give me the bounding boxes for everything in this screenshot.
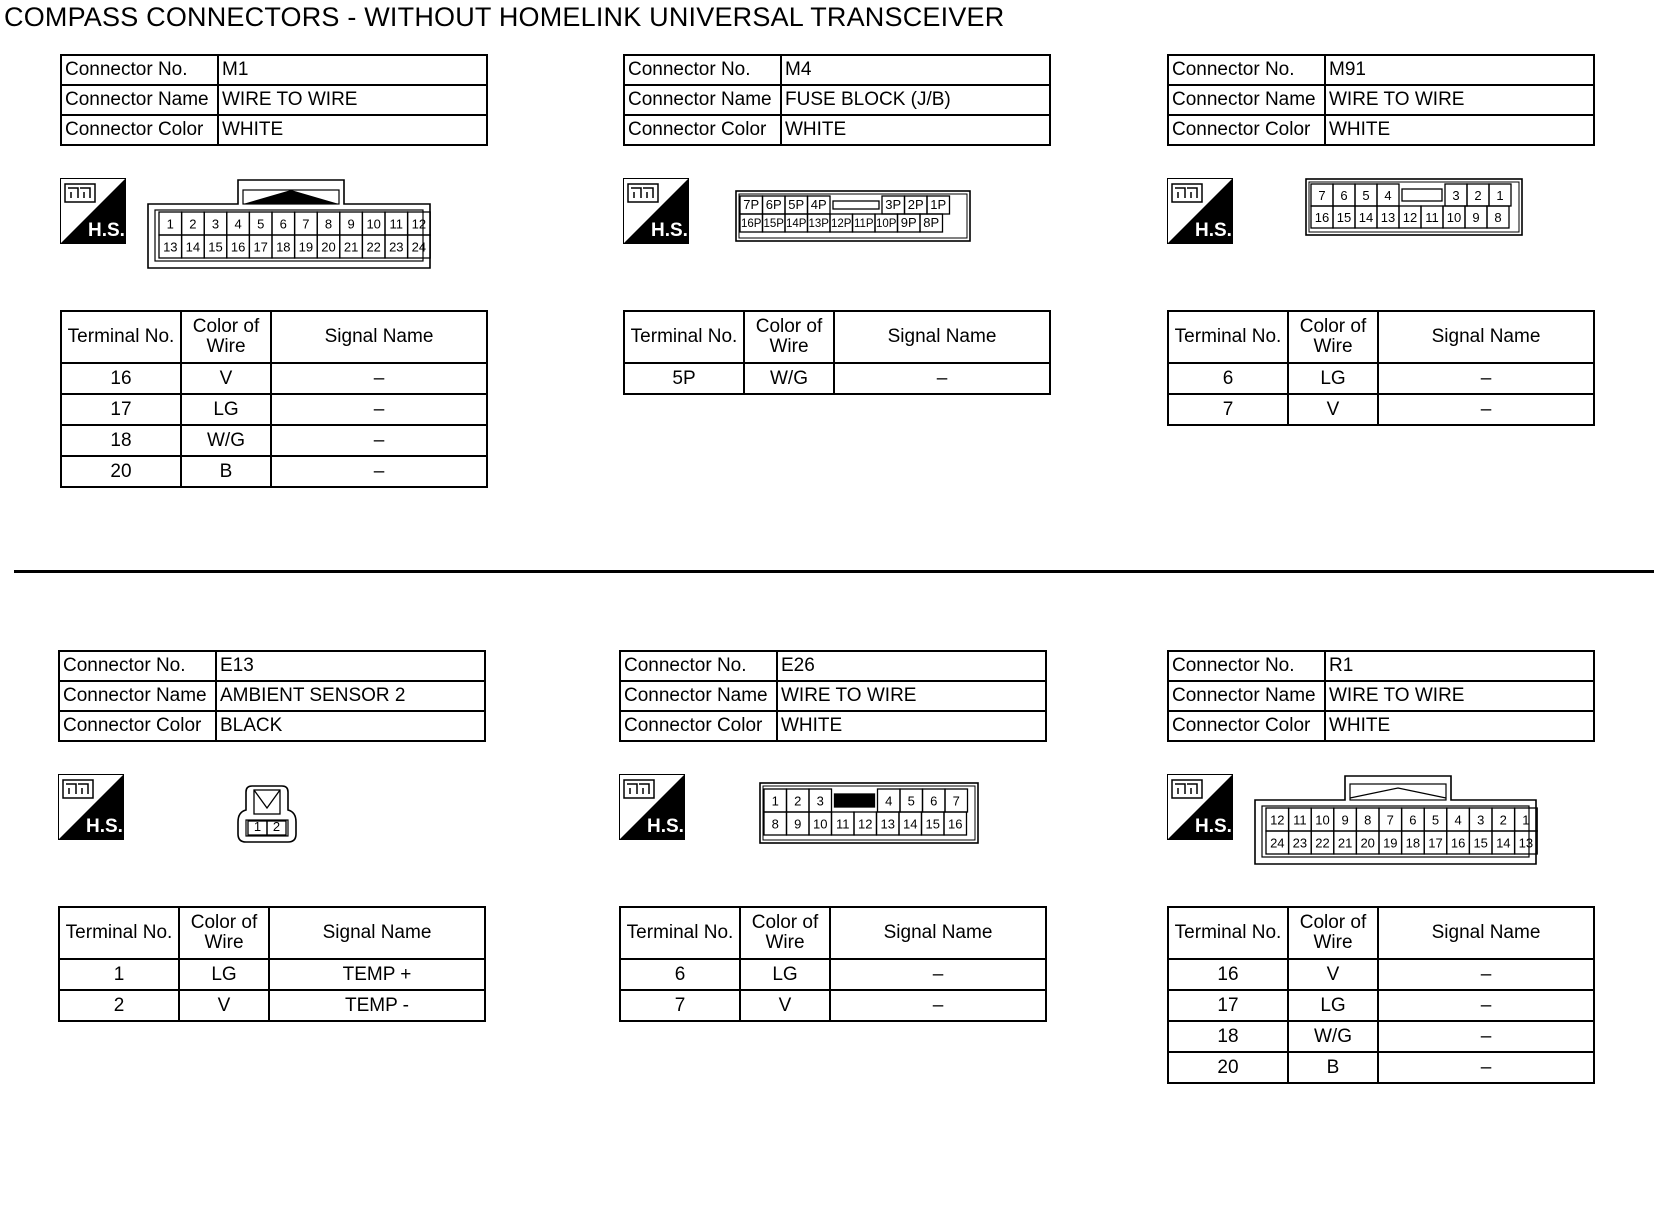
connector-info-table — [623, 54, 1051, 146]
terminal-row — [620, 959, 1046, 990]
terminal-no-cell: 1 — [59, 959, 179, 990]
hs-label: H.S. — [86, 816, 123, 837]
hs-label: H.S. — [1195, 816, 1232, 837]
connector-color-value: WHITE — [1325, 115, 1594, 145]
color-of-wire-header: Color of Wire — [744, 311, 834, 363]
hs-badge — [1167, 178, 1233, 244]
pin-number: 2P — [907, 196, 924, 212]
terminal-table — [60, 310, 488, 488]
signal-name-cell: – — [271, 425, 487, 456]
connector-color-label: Connector Color — [624, 115, 781, 145]
connector-key — [833, 201, 879, 209]
pin-number: 10P — [876, 217, 897, 230]
connector-no-value: E13 — [216, 651, 485, 681]
pin-number: 13 — [1380, 209, 1396, 225]
terminal-header-row — [61, 311, 487, 363]
terminal-no-cell: 18 — [1168, 1021, 1288, 1052]
terminal-header-row — [620, 907, 1046, 959]
wire-color-cell: V — [1288, 394, 1378, 425]
hs-harness-side-icon — [1167, 774, 1233, 840]
connector-no-value: M91 — [1325, 55, 1594, 85]
connector-block-m4 — [623, 54, 1063, 494]
signal-name-cell: TEMP + — [269, 959, 485, 990]
connector-name-value: WIRE TO WIRE — [777, 681, 1046, 711]
terminal-row — [59, 990, 485, 1021]
terminal-row — [61, 394, 487, 425]
connector-name-label: Connector Name — [624, 85, 781, 115]
wire-color-cell: B — [1288, 1052, 1378, 1083]
color-of-wire-header: Color of Wire — [1288, 311, 1378, 363]
hs-harness-side-icon — [619, 774, 685, 840]
terminal-row — [1168, 394, 1594, 425]
pin-number: 21 — [1337, 835, 1353, 851]
terminal-row — [624, 363, 1050, 394]
connector-color-value: BLACK — [216, 711, 485, 741]
terminal-table — [58, 906, 486, 1022]
signal-name-cell: – — [1378, 959, 1594, 990]
pin-number: 10 — [366, 216, 381, 232]
pin-number: 14 — [903, 816, 918, 832]
signal-name-cell: TEMP - — [269, 990, 485, 1021]
pin-number: 1 — [771, 793, 779, 809]
pin-number: 9 — [347, 216, 355, 232]
wire-color-cell: V — [1288, 959, 1378, 990]
pin-number: 6 — [1340, 187, 1348, 203]
pin-number: 11 — [389, 216, 404, 232]
pin-number: 18 — [276, 239, 291, 255]
hs-harness-side-icon — [623, 178, 689, 244]
hs-harness-side-icon — [1167, 178, 1233, 244]
connector-color-value: WHITE — [218, 115, 487, 145]
terminal-row — [61, 425, 487, 456]
pin-number: 12 — [411, 216, 427, 232]
pin-number: 9 — [794, 816, 802, 832]
signal-name-cell: – — [271, 363, 487, 394]
info-row — [1168, 115, 1594, 145]
terminal-table — [1167, 310, 1595, 426]
pin-number: 2 — [189, 216, 197, 232]
connector-block-r1 — [1167, 650, 1607, 1090]
connector-block-m1 — [60, 54, 500, 494]
pin-number: 20 — [321, 239, 336, 255]
pin-number: 8 — [1494, 209, 1502, 225]
connector-color-value: WHITE — [777, 711, 1046, 741]
pin-number: 7 — [302, 216, 310, 232]
pin-number: 10 — [813, 816, 828, 832]
pin-number: 19 — [298, 239, 314, 255]
connector-face-diagram — [1253, 774, 1538, 871]
terminal-row — [1168, 1052, 1594, 1083]
section-divider — [14, 570, 1654, 573]
pin-number: 12 — [1270, 812, 1285, 828]
pin-number: 11 — [1425, 209, 1439, 225]
wire-color-cell: LG — [740, 959, 830, 990]
pin-number: 5 — [907, 793, 915, 809]
terminal-row — [1168, 363, 1594, 394]
pin-number: 23 — [1292, 835, 1308, 851]
terminal-row — [620, 990, 1046, 1021]
pin-number: 3 — [1477, 812, 1485, 828]
info-row — [59, 711, 485, 741]
terminal-no-cell: 20 — [61, 456, 181, 487]
connector-face-diagram — [146, 178, 432, 275]
pin-number: 9 — [1472, 209, 1480, 225]
connector-color-label: Connector Color — [59, 711, 216, 741]
pin-number: 15P — [763, 217, 784, 230]
terminal-row — [1168, 990, 1594, 1021]
wire-color-cell: B — [181, 456, 271, 487]
connector-name-value: WIRE TO WIRE — [218, 85, 487, 115]
info-row — [620, 711, 1046, 741]
terminal-no-cell: 16 — [1168, 959, 1288, 990]
pin-number: 10 — [1446, 209, 1462, 225]
hs-badge — [623, 178, 689, 244]
terminal-no-header: Terminal No. — [61, 311, 181, 363]
connector-face-diagram — [1305, 178, 1523, 241]
pin-number: 6 — [279, 216, 287, 232]
signal-name-cell: – — [271, 394, 487, 425]
terminal-no-cell: 17 — [1168, 990, 1288, 1021]
terminal-row — [61, 456, 487, 487]
info-row — [624, 55, 1050, 85]
pin-number: 4 — [234, 216, 242, 232]
hs-badge — [619, 774, 685, 840]
signal-name-cell: – — [1378, 363, 1594, 394]
connector-no-label: Connector No. — [59, 651, 216, 681]
pin-number: 3P — [885, 196, 902, 212]
connector-block-m91 — [1167, 54, 1607, 494]
terminal-no-header: Terminal No. — [620, 907, 740, 959]
terminal-row — [1168, 959, 1594, 990]
terminal-no-cell: 18 — [61, 425, 181, 456]
connector-no-label: Connector No. — [620, 651, 777, 681]
signal-name-cell: – — [1378, 394, 1594, 425]
terminal-no-cell: 6 — [1168, 363, 1288, 394]
pin-number: 7P — [743, 196, 760, 212]
wire-color-cell: V — [179, 990, 269, 1021]
signal-name-cell: – — [834, 363, 1050, 394]
connector-key — [1402, 189, 1442, 201]
pin-number: 15 — [1473, 835, 1488, 851]
pin-number: 16 — [1450, 835, 1466, 851]
hs-label: H.S. — [88, 220, 125, 241]
wire-color-cell: LG — [1288, 363, 1378, 394]
pin-number: 16 — [1314, 209, 1330, 225]
pin-number: 11 — [1293, 812, 1307, 828]
pin-number: 7 — [1386, 812, 1394, 828]
terminal-no-header: Terminal No. — [1168, 311, 1288, 363]
connector-no-value: R1 — [1325, 651, 1594, 681]
signal-name-cell: – — [271, 456, 487, 487]
wire-color-cell: V — [740, 990, 830, 1021]
pin-number: 5 — [1431, 812, 1440, 828]
pin-number: 24 — [1270, 835, 1285, 851]
connector-no-label: Connector No. — [1168, 55, 1325, 85]
terminal-header-row — [1168, 311, 1594, 363]
pin-number: 20 — [1360, 835, 1375, 851]
signal-name-header: Signal Name — [834, 311, 1050, 363]
pin-number: 3 — [211, 216, 220, 232]
pin-number: 8P — [923, 214, 940, 230]
info-row — [620, 651, 1046, 681]
hs-badge — [60, 178, 126, 244]
pin-number: 14 — [1358, 209, 1374, 225]
pin-number: 1 — [166, 216, 174, 232]
hs-harness-side-icon — [60, 178, 126, 244]
terminal-table — [623, 310, 1051, 395]
pin-number: 15 — [1336, 209, 1352, 225]
pin-number: 12P — [831, 217, 852, 230]
terminal-no-cell: 16 — [61, 363, 181, 394]
pin-number: 13 — [1518, 835, 1534, 851]
info-row — [61, 115, 487, 145]
terminal-no-header: Terminal No. — [59, 907, 179, 959]
pin-number: 4 — [1454, 812, 1462, 828]
pin-number: 2 — [1499, 812, 1507, 828]
pin-number: 3 — [1452, 187, 1460, 203]
info-row — [1168, 651, 1594, 681]
info-row — [620, 681, 1046, 711]
connector-color-value: WHITE — [1325, 711, 1594, 741]
connector-color-label: Connector Color — [1168, 711, 1325, 741]
pin-number: 21 — [343, 239, 359, 255]
pin-number: 16P — [741, 217, 762, 230]
connector-name-label: Connector Name — [59, 681, 216, 711]
wire-color-cell: W/G — [744, 363, 834, 394]
connector-name-value: WIRE TO WIRE — [1325, 681, 1594, 711]
pin-number: 24 — [411, 239, 427, 255]
wire-color-cell: LG — [179, 959, 269, 990]
pin-number: 5 — [257, 216, 265, 232]
pin-number: 4P — [810, 196, 827, 212]
connector-color-label: Connector Color — [620, 711, 777, 741]
connector-no-label: Connector No. — [624, 55, 781, 85]
connector-info-table — [619, 650, 1047, 742]
signal-name-header: Signal Name — [1378, 907, 1594, 959]
info-row — [59, 681, 485, 711]
connector-info-table — [58, 650, 486, 742]
pin-number: 22 — [366, 239, 381, 255]
terminal-table — [1167, 906, 1595, 1084]
connector-name-value: AMBIENT SENSOR 2 — [216, 681, 485, 711]
connector-block-e26 — [619, 650, 1059, 1090]
wire-color-cell: LG — [1288, 990, 1378, 1021]
connector-info-table — [1167, 650, 1595, 742]
terminal-table — [619, 906, 1047, 1022]
pin-number: 14 — [185, 239, 201, 255]
connector-info-table — [1167, 54, 1595, 146]
pin-number: 1 — [1522, 812, 1530, 828]
pin-number: 19 — [1383, 835, 1398, 851]
terminal-header-row — [1168, 907, 1594, 959]
pin-number: 11 — [836, 816, 850, 832]
terminal-no-cell: 17 — [61, 394, 181, 425]
signal-name-header: Signal Name — [271, 311, 487, 363]
info-row — [1168, 681, 1594, 711]
wire-color-cell: W/G — [1288, 1021, 1378, 1052]
wire-color-cell: W/G — [181, 425, 271, 456]
pin-number: 7 — [952, 793, 960, 809]
pin-number: 5 — [1362, 187, 1370, 203]
pin-number: 14 — [1496, 835, 1511, 851]
info-row — [1168, 711, 1594, 741]
signal-name-header: Signal Name — [830, 907, 1046, 959]
connector-no-value: M4 — [781, 55, 1050, 85]
hs-label: H.S. — [647, 816, 684, 837]
pin-number: 15 — [925, 816, 940, 832]
pin-number: 1P — [930, 196, 947, 212]
signal-name-header: Signal Name — [1378, 311, 1594, 363]
terminal-no-cell: 7 — [1168, 394, 1288, 425]
connector-face-diagram — [234, 782, 300, 851]
pin-number: 3 — [816, 793, 824, 809]
pin-number: 17 — [253, 239, 268, 255]
pin-number: 5P — [788, 196, 805, 212]
terminal-no-cell: 7 — [620, 990, 740, 1021]
connector-no-label: Connector No. — [61, 55, 218, 85]
pin-number: 13 — [163, 239, 178, 255]
hs-harness-side-icon — [58, 774, 124, 840]
pin-number: 10 — [1315, 812, 1330, 828]
connector-color-label: Connector Color — [61, 115, 218, 145]
signal-name-cell: – — [830, 959, 1046, 990]
pin-number: 22 — [1315, 835, 1330, 851]
pin-number: 17 — [1428, 835, 1443, 851]
connector-name-label: Connector Name — [1168, 681, 1325, 711]
terminal-row — [59, 959, 485, 990]
connector-name-value: FUSE BLOCK (J/B) — [781, 85, 1050, 115]
pin-number: 9 — [1341, 812, 1349, 828]
pin-number: 9P — [900, 214, 917, 230]
connector-name-label: Connector Name — [620, 681, 777, 711]
info-row — [1168, 55, 1594, 85]
signal-name-cell: – — [1378, 990, 1594, 1021]
terminal-row — [1168, 1021, 1594, 1052]
pin-number: 8 — [324, 216, 333, 232]
pin-number: 11P — [853, 217, 874, 230]
terminal-no-cell: 6 — [620, 959, 740, 990]
signal-name-cell: – — [830, 990, 1046, 1021]
pin-number: 2 — [1474, 187, 1482, 203]
connector-no-value: M1 — [218, 55, 487, 85]
pin-number: 6P — [765, 196, 782, 212]
terminal-no-header: Terminal No. — [1168, 907, 1288, 959]
color-of-wire-header: Color of Wire — [179, 907, 269, 959]
terminal-no-cell: 20 — [1168, 1052, 1288, 1083]
connector-color-label: Connector Color — [1168, 115, 1325, 145]
signal-name-cell: – — [1378, 1021, 1594, 1052]
pin-number: 13P — [808, 217, 829, 230]
pin-number: 1 — [1496, 187, 1504, 203]
pin-number: 2 — [794, 793, 802, 809]
terminal-header-row — [59, 907, 485, 959]
pin-number: 14P — [786, 217, 807, 230]
hs-badge — [1167, 774, 1233, 840]
info-row — [59, 651, 485, 681]
pin-number: 6 — [1409, 812, 1417, 828]
connector-name-label: Connector Name — [61, 85, 218, 115]
pin-number: 4 — [885, 793, 893, 809]
pin-number: 16 — [230, 239, 246, 255]
color-of-wire-header: Color of Wire — [740, 907, 830, 959]
connector-key — [835, 794, 875, 807]
color-of-wire-header: Color of Wire — [181, 311, 271, 363]
pin-number: 12 — [1402, 209, 1418, 225]
pin-number: 23 — [389, 239, 404, 255]
color-of-wire-header: Color of Wire — [1288, 907, 1378, 959]
hs-badge — [58, 774, 124, 840]
terminal-no-cell: 5P — [624, 363, 744, 394]
pin-number: 1 — [253, 819, 262, 835]
pin-number: 13 — [880, 816, 895, 832]
terminal-no-cell: 2 — [59, 990, 179, 1021]
pin-number: 8 — [1364, 812, 1372, 828]
connector-color-value: WHITE — [781, 115, 1050, 145]
pin-number: 12 — [858, 816, 873, 832]
connector-face-diagram — [759, 782, 979, 849]
connector-no-label: Connector No. — [1168, 651, 1325, 681]
pin-number: 15 — [208, 239, 223, 255]
terminal-no-header: Terminal No. — [624, 311, 744, 363]
connector-no-value: E26 — [777, 651, 1046, 681]
connector-face-diagram — [735, 190, 971, 247]
connector-info-table — [60, 54, 488, 146]
terminal-row — [61, 363, 487, 394]
signal-name-header: Signal Name — [269, 907, 485, 959]
pin-number: 2 — [272, 819, 281, 835]
page-title: COMPASS CONNECTORS - WITHOUT HOMELINK UNIVERSAL TRANSCEIVER — [4, 2, 1005, 32]
signal-name-cell: – — [1378, 1052, 1594, 1083]
wire-color-cell: V — [181, 363, 271, 394]
pin-number: 16 — [948, 816, 963, 832]
info-row — [61, 55, 487, 85]
terminal-header-row — [624, 311, 1050, 363]
pin-number: 18 — [1405, 835, 1421, 851]
pin-number: 6 — [930, 793, 938, 809]
hs-label: H.S. — [1195, 220, 1232, 241]
info-row — [624, 85, 1050, 115]
pin-number: 8 — [771, 816, 779, 832]
pin-number: 7 — [1318, 187, 1326, 203]
info-row — [1168, 85, 1594, 115]
wire-color-cell: LG — [181, 394, 271, 425]
info-row — [624, 115, 1050, 145]
hs-label: H.S. — [651, 220, 688, 241]
info-row — [61, 85, 487, 115]
connector-name-value: WIRE TO WIRE — [1325, 85, 1594, 115]
connector-name-label: Connector Name — [1168, 85, 1325, 115]
connector-block-e13 — [58, 650, 498, 1090]
pin-number: 4 — [1384, 187, 1392, 203]
